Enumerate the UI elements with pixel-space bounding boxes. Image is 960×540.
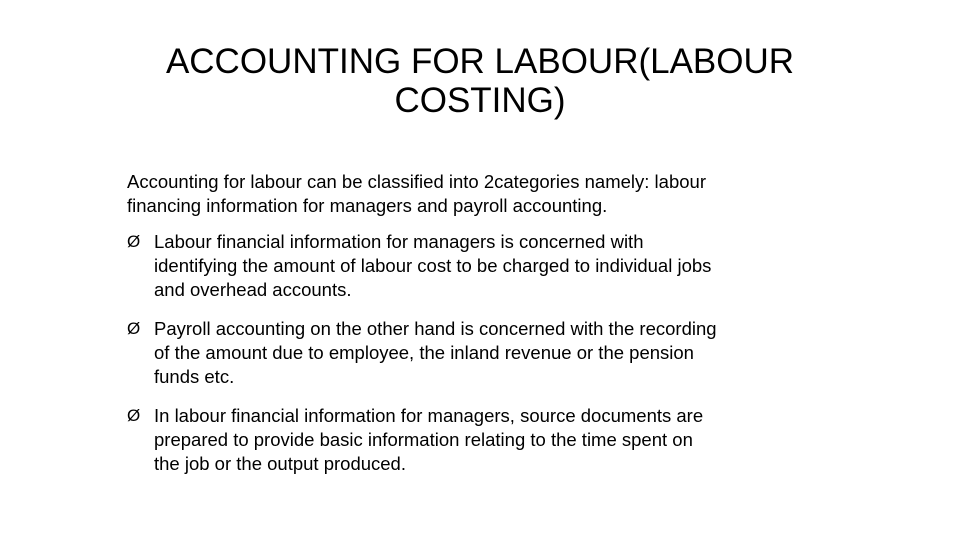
title-line: ACCOUNTING FOR LABOUR(LABOUR [165,42,795,81]
slide-title [0,42,960,120]
title-line: COSTING) [394,81,566,120]
bullet-line: Payroll accounting on the other hand is concerned with the recording [154,318,717,339]
bullet-item [127,404,847,476]
bullet-item [127,230,847,302]
bullet-line: the job or the output produced. [154,453,406,474]
bullet-item [127,317,847,389]
bullet-line: and overhead accounts. [154,279,352,300]
bullet-line: prepared to provide basic information relating to the time spent on [154,429,693,450]
bullet-line: of the amount due to employee, the inland revenue or the pension [154,342,694,363]
intro-line: Accounting for labour can be classified into 2categories namely: labour [127,171,706,192]
intro-paragraph [127,170,847,218]
bullet-line: funds etc. [154,366,235,387]
bullet-line: In labour financial information for managers, source documents are [154,405,704,426]
intro-line: financing information for managers and payroll accounting. [127,195,608,216]
arrow-bullet-icon: Ø [127,406,141,425]
bullet-line: identifying the amount of labour cost to be charged to individual jobs [154,255,712,276]
slide-body [127,170,847,491]
arrow-bullet-icon: Ø [127,232,141,251]
arrow-bullet-icon: Ø [127,319,141,338]
bullet-line: Labour financial information for managers is concerned with [154,231,644,252]
